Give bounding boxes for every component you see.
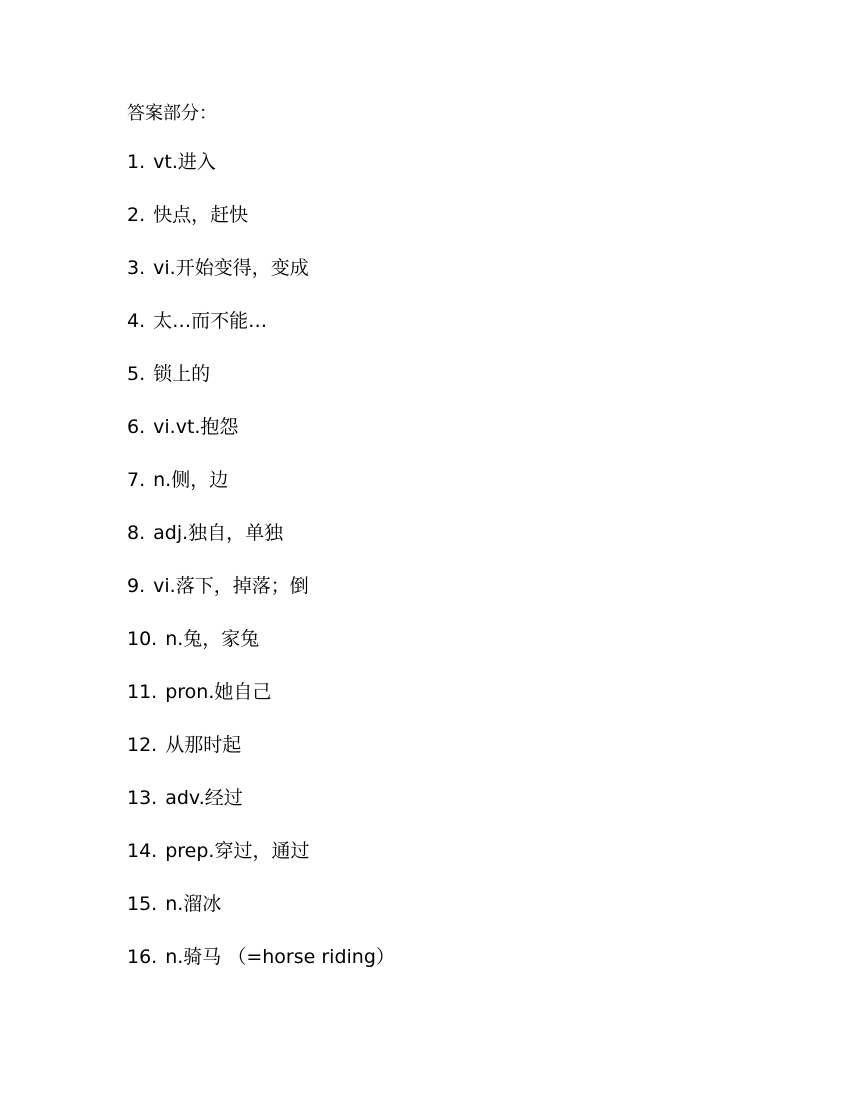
answer-number: 15. <box>127 893 158 915</box>
answer-number: 1. <box>127 151 146 173</box>
answer-item <box>127 838 395 891</box>
answer-text: adj.独自，单独 <box>153 522 284 544</box>
answer-item <box>127 573 395 626</box>
answer-item <box>127 520 395 573</box>
answer-text: prep.穿过，通过 <box>165 840 310 862</box>
answer-number: 16. <box>127 946 158 968</box>
answer-list <box>127 149 395 997</box>
answer-number: 7. <box>127 469 146 491</box>
answers-heading: 答案部分： <box>127 103 217 124</box>
answer-number: 12. <box>127 734 158 756</box>
answer-item <box>127 149 395 202</box>
answer-number: 10. <box>127 628 158 650</box>
answer-item <box>127 467 395 520</box>
answer-item <box>127 255 395 308</box>
answer-item <box>127 626 395 679</box>
answer-item <box>127 679 395 732</box>
answer-number: 3. <box>127 257 146 279</box>
answer-text: n.骑马 （=horse riding） <box>165 946 395 968</box>
answer-item <box>127 785 395 838</box>
answer-number: 8. <box>127 522 146 544</box>
answer-item <box>127 891 395 944</box>
answer-number: 13. <box>127 787 158 809</box>
answer-item <box>127 414 395 467</box>
answer-text: n.溜冰 <box>165 893 222 915</box>
answer-number: 2. <box>127 204 146 226</box>
answer-text: 快点，赶快 <box>153 204 249 226</box>
answer-text: pron.她自己 <box>165 681 272 703</box>
answer-text: 从那时起 <box>165 734 242 756</box>
answer-text: vi.vt.抱怨 <box>153 416 239 438</box>
answer-text: n.兔，家兔 <box>165 628 260 650</box>
answer-number: 14. <box>127 840 158 862</box>
answer-item <box>127 944 395 997</box>
answer-item <box>127 361 395 414</box>
answer-number: 6. <box>127 416 146 438</box>
answer-text: 太…而不能… <box>153 310 268 332</box>
answer-text: adv.经过 <box>165 787 243 809</box>
answer-text: n.侧，边 <box>153 469 229 491</box>
answer-item <box>127 732 395 785</box>
answer-number: 9. <box>127 575 146 597</box>
answer-text: vt.进入 <box>153 151 216 173</box>
answer-number: 11. <box>127 681 158 703</box>
answer-item <box>127 308 395 361</box>
answer-item <box>127 202 395 255</box>
answer-number: 5. <box>127 363 146 385</box>
answer-number: 4. <box>127 310 146 332</box>
answer-text: vi.开始变得，变成 <box>153 257 309 279</box>
answer-text: vi.落下，掉落；倒 <box>153 575 309 597</box>
answer-text: 锁上的 <box>153 363 211 385</box>
